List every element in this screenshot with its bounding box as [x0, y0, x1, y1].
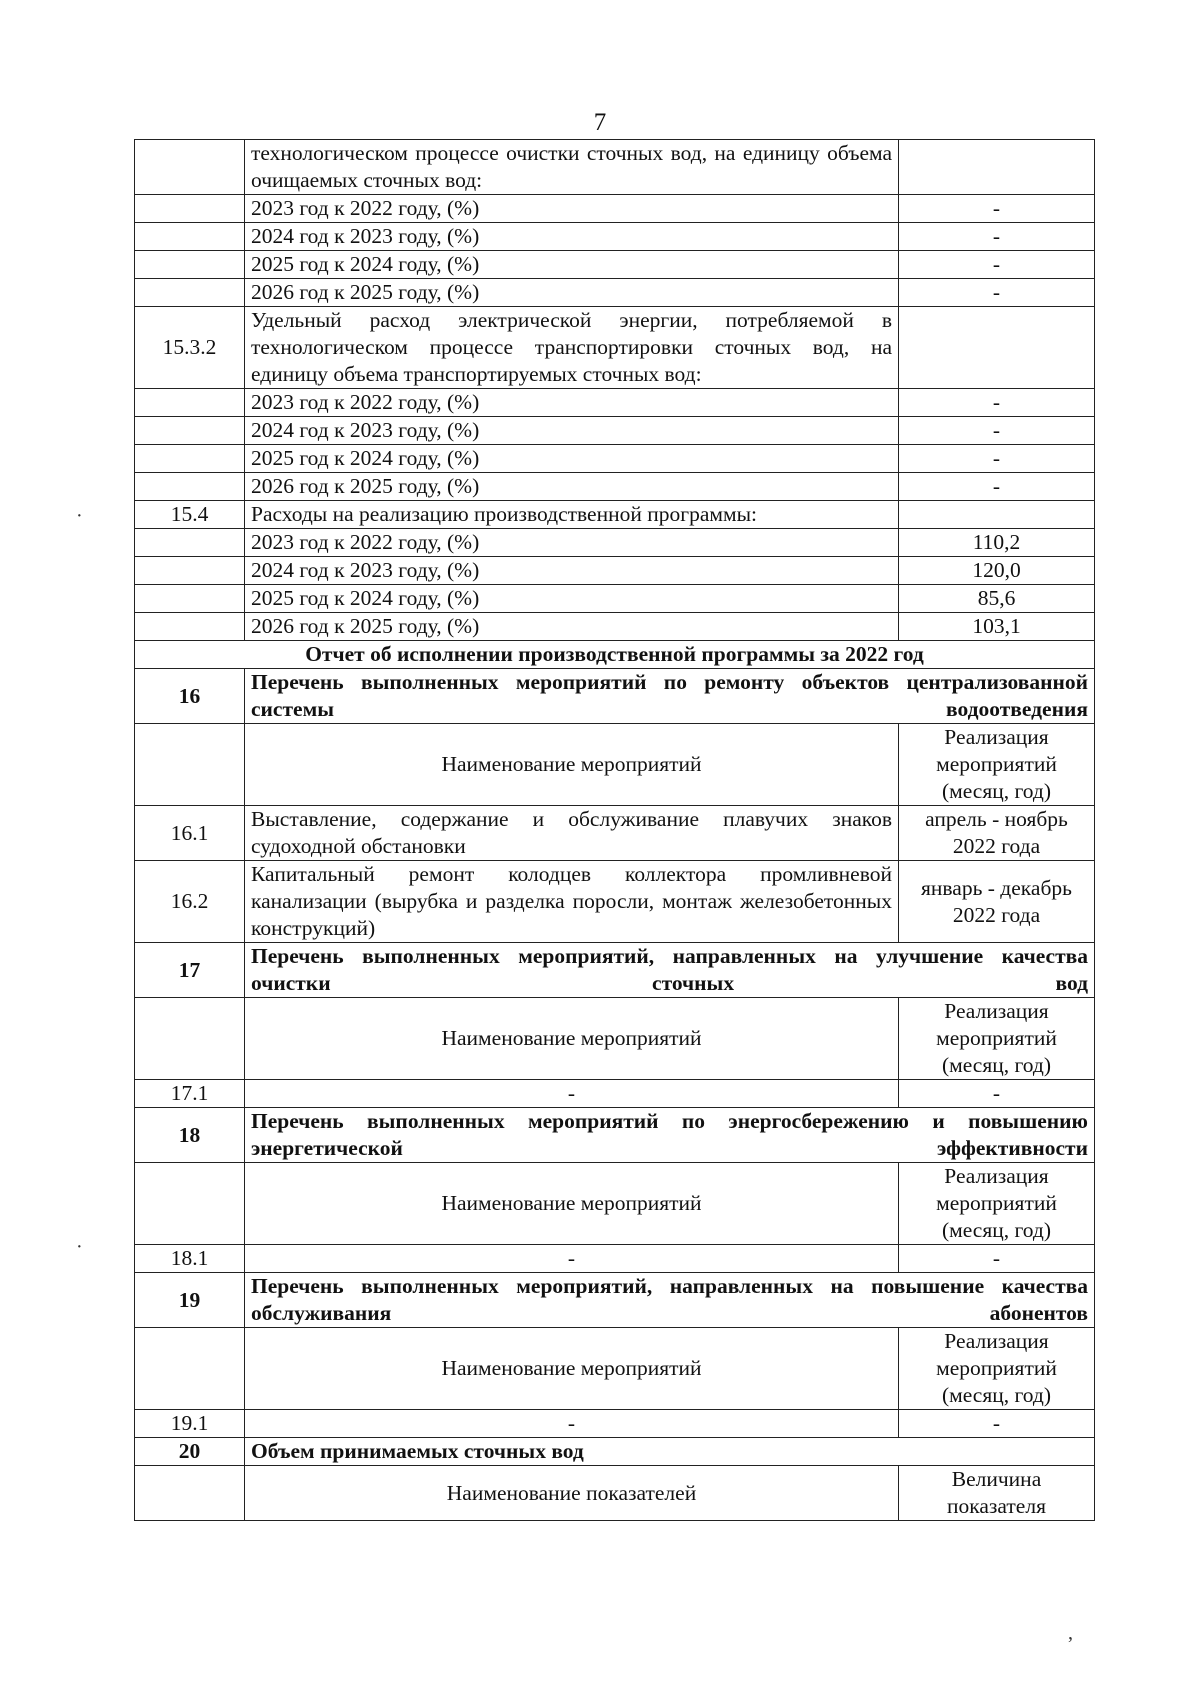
- row-number: 16.1: [135, 806, 245, 861]
- row-value: 110,2: [899, 529, 1095, 557]
- table-row: [135, 1410, 1095, 1438]
- row-value: -: [899, 473, 1095, 501]
- row-text: 2023 год к 2022 году, (%): [245, 195, 899, 223]
- row-text: 2023 год к 2022 году, (%): [245, 389, 899, 417]
- row-value: -: [899, 195, 1095, 223]
- row-number: [135, 417, 245, 445]
- scan-speck: ,: [1068, 1622, 1073, 1644]
- table-row: [135, 585, 1095, 613]
- row-value: -: [899, 1245, 1095, 1273]
- row-value: [899, 140, 1095, 195]
- row-text: Капитальный ремонт колодцев коллектора промливневой канализации (вырубка и разделка поросли, монтаж железобетонных конструкций): [245, 861, 899, 943]
- table-row: [135, 557, 1095, 585]
- row-number: [135, 251, 245, 279]
- empty-cell: [135, 1328, 245, 1410]
- row-value: [899, 501, 1095, 529]
- row-number: [135, 613, 245, 641]
- table-row: [135, 613, 1095, 641]
- row-text: -: [245, 1245, 899, 1273]
- report-block: [135, 641, 1095, 1521]
- table-header-row: [135, 1328, 1095, 1410]
- row-number: [135, 223, 245, 251]
- row-number: 19.1: [135, 1410, 245, 1438]
- row-number: 15.4: [135, 501, 245, 529]
- row-text: Выставление, содержание и обслуживание плавучих знаков судоходной обстановки: [245, 806, 899, 861]
- section-number: 17: [135, 943, 245, 998]
- row-number: 18.1: [135, 1245, 245, 1273]
- header-implementation: Реализация мероприятий (месяц, год): [899, 998, 1095, 1080]
- row-value: -: [899, 251, 1095, 279]
- header-value: Величина показателя: [899, 1466, 1095, 1521]
- row-value: -: [899, 389, 1095, 417]
- section-title: Объем принимаемых сточных вод: [245, 1438, 1095, 1466]
- header-name: Наименование мероприятий: [245, 998, 899, 1080]
- row-value: 85,6: [899, 585, 1095, 613]
- table-row: [135, 223, 1095, 251]
- row-text: 2026 год к 2025 году, (%): [245, 613, 899, 641]
- row-number: [135, 279, 245, 307]
- row-value: -: [899, 445, 1095, 473]
- header-name: Наименование мероприятий: [245, 1163, 899, 1245]
- row-number: 16.2: [135, 861, 245, 943]
- table-row: [135, 251, 1095, 279]
- section-title: Перечень выполненных мероприятий, направленных на улучшение качества очистки сточных вод: [245, 943, 1095, 998]
- row-text: 2024 год к 2023 году, (%): [245, 223, 899, 251]
- table-row: [135, 861, 1095, 943]
- row-text: Удельный расход электрической энергии, потребляемой в технологическом процессе транспортировки сточных вод, на единицу объема транспортируемых сточных вод:: [245, 307, 899, 389]
- header-name: Наименование мероприятий: [245, 1328, 899, 1410]
- row-text: 2024 год к 2023 году, (%): [245, 417, 899, 445]
- header-name: Наименование показателей: [245, 1466, 899, 1521]
- row-value: -: [899, 417, 1095, 445]
- table-row: [135, 195, 1095, 223]
- row-number: 15.3.2: [135, 307, 245, 389]
- section-number: 16: [135, 669, 245, 724]
- row-number: [135, 445, 245, 473]
- table-row: [135, 389, 1095, 417]
- row-value: апрель - ноябрь 2022 года: [899, 806, 1095, 861]
- table-row: [135, 1245, 1095, 1273]
- row-number: [135, 473, 245, 501]
- table-header-row: [135, 1163, 1095, 1245]
- table-row: [135, 279, 1095, 307]
- scan-speck: ·: [76, 1236, 83, 1258]
- empty-cell: [135, 998, 245, 1080]
- section-number: 20: [135, 1438, 245, 1466]
- report-title-row: [135, 641, 1095, 669]
- section-20-row: [135, 1438, 1095, 1466]
- section-16-row: [135, 669, 1095, 724]
- section-number: 19: [135, 1273, 245, 1328]
- header-implementation: Реализация мероприятий (месяц, год): [899, 1328, 1095, 1410]
- row-number: [135, 389, 245, 417]
- row-value: [899, 307, 1095, 389]
- row-text: Расходы на реализацию производственной программы:: [245, 501, 899, 529]
- row-text: 2026 год к 2025 году, (%): [245, 279, 899, 307]
- table-header-row: [135, 724, 1095, 806]
- page-number: 7: [593, 109, 607, 136]
- empty-cell: [135, 724, 245, 806]
- row-value: январь - декабрь 2022 года: [899, 861, 1095, 943]
- row-text: 2024 год к 2023 году, (%): [245, 557, 899, 585]
- row-text: технологическом процессе очистки сточных вод, на единицу объема очищаемых сточных вод:: [245, 140, 899, 195]
- section-18-row: [135, 1108, 1095, 1163]
- row-value: -: [899, 279, 1095, 307]
- section-title: Перечень выполненных мероприятий, направленных на повышение качества обслуживания абонентов: [245, 1273, 1095, 1328]
- row-value: -: [899, 1410, 1095, 1438]
- table-row: [135, 417, 1095, 445]
- row-text: 2025 год к 2024 году, (%): [245, 585, 899, 613]
- scan-speck: ·: [76, 505, 83, 527]
- document-table: [134, 139, 1095, 1521]
- row-number: [135, 585, 245, 613]
- section-number: 18: [135, 1108, 245, 1163]
- table-row: [135, 529, 1095, 557]
- indicators-block: [135, 140, 1095, 641]
- header-implementation: Реализация мероприятий (месяц, год): [899, 724, 1095, 806]
- row-number: [135, 195, 245, 223]
- row-text: -: [245, 1410, 899, 1438]
- header-implementation: Реализация мероприятий (месяц, год): [899, 1163, 1095, 1245]
- table-row: [135, 307, 1095, 389]
- row-text: 2025 год к 2024 году, (%): [245, 445, 899, 473]
- section-19-row: [135, 1273, 1095, 1328]
- row-value: -: [899, 223, 1095, 251]
- section-17-row: [135, 943, 1095, 998]
- empty-cell: [135, 1163, 245, 1245]
- row-value: 103,1: [899, 613, 1095, 641]
- row-number: [135, 529, 245, 557]
- row-text: -: [245, 1080, 899, 1108]
- table-header-row: [135, 1466, 1095, 1521]
- table-row: [135, 806, 1095, 861]
- row-number: [135, 557, 245, 585]
- report-title: Отчет об исполнении производственной программы за 2022 год: [135, 641, 1095, 669]
- table-row: [135, 140, 1095, 195]
- table-row: [135, 501, 1095, 529]
- row-text: 2025 год к 2024 году, (%): [245, 251, 899, 279]
- table-row: [135, 445, 1095, 473]
- row-text: 2023 год к 2022 году, (%): [245, 529, 899, 557]
- section-title: Перечень выполненных мероприятий по энергосбережению и повышению энергетической эффективности: [245, 1108, 1095, 1163]
- table-row: [135, 473, 1095, 501]
- row-number: [135, 140, 245, 195]
- table-row: [135, 1080, 1095, 1108]
- section-title: Перечень выполненных мероприятий по ремонту объектов централизованной системы водоотведения: [245, 669, 1095, 724]
- row-number: 17.1: [135, 1080, 245, 1108]
- row-text: 2026 год к 2025 году, (%): [245, 473, 899, 501]
- row-value: -: [899, 1080, 1095, 1108]
- row-value: 120,0: [899, 557, 1095, 585]
- table-header-row: [135, 998, 1095, 1080]
- empty-cell: [135, 1466, 245, 1521]
- header-name: Наименование мероприятий: [245, 724, 899, 806]
